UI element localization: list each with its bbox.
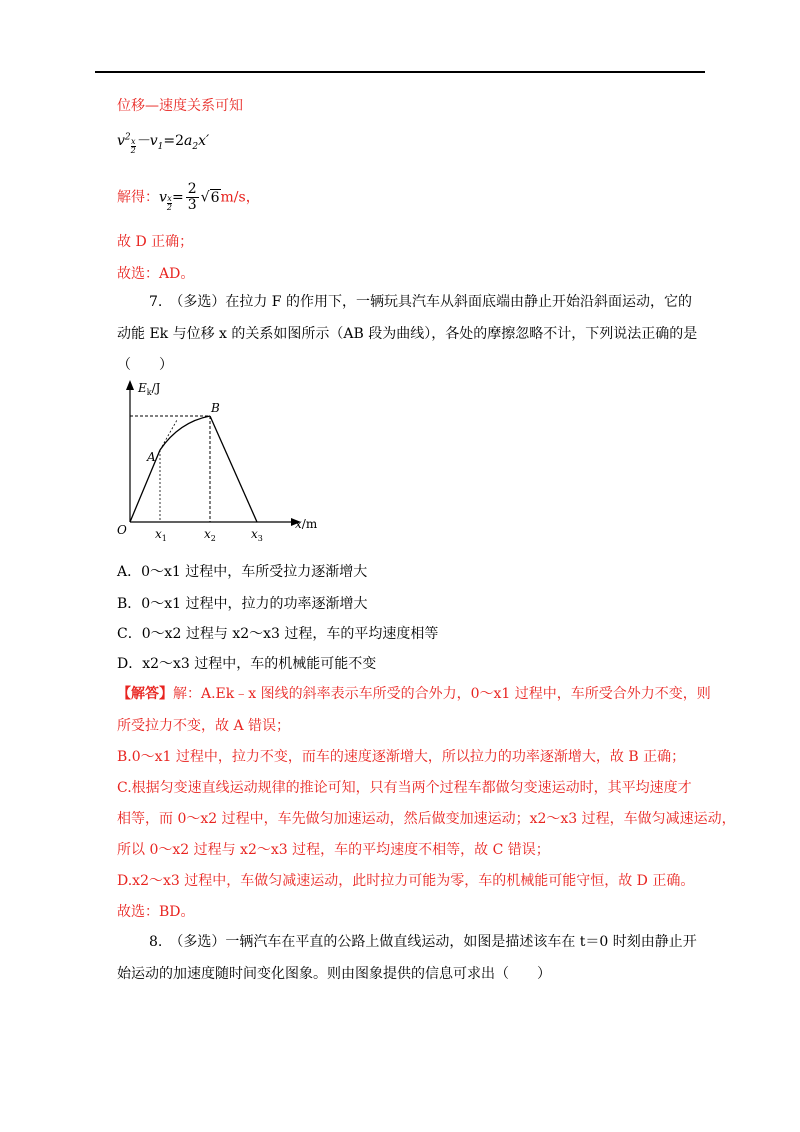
tick-label-x1: $x_1$ [155,527,167,543]
solution-line: 解得：v $\frac{x}{2}$ = $\frac{2}{3}$ √6m/s， [117,181,260,213]
q8-line1: 8. （多选）一辆汽车在平直的公路上做直线运动，如图是描述该车在 t＝0 时刻由静止开 [149,934,697,950]
y-axis-arrow [126,380,134,390]
tick-label-x3: $x_3$ [251,527,263,543]
option-d: D．x2～x3 过程中，车的机械能可能不变 [117,656,377,672]
explanation-tag: 【解答】 [117,686,173,702]
option-b: B．0～x1 过程中，拉力的功率逐渐增大 [117,596,368,612]
label-origin: O [117,523,127,537]
explanation-line2: 所受拉力不变，故 A 错误； [117,718,291,734]
curve-ab [160,416,210,450]
subscript-x-over-2: $\frac{x}{2}$ [130,137,136,155]
explanation-line5: 相等，而 0～x2 过程中，车先做匀加速运动，然后做变加速运动；x2～x3 过程，车做匀减速运动， [117,811,736,827]
answer-prev: 故选：AD。 [117,266,195,282]
q7-line1: 7. （多选）在拉力 F 的作用下，一辆玩具汽车从斜面底端由静止开始沿斜面运动，它的 [149,294,692,310]
ek-x-graph [105,378,335,548]
q7-line2: 动能 Ek 与位移 x 的关系如图所示（AB 段为曲线），各处的摩擦忽略不计，下列说法正确的是 [117,326,698,342]
explanation-line1: 【解答】解：A.Ek﹣x 图线的斜率表示车所受的合外力，0～x1 过程中，车所受合外力不变，则 [117,686,711,702]
label-point-b: B [211,401,220,415]
label-point-a: A [147,450,156,464]
q7-line3: （ ） [117,357,173,373]
explanation-line4: C.根据匀变速直线运动规律的推论可知，只有当两个过程车都做匀变速运动时，其平均速度才 [117,780,692,796]
explanation-line7: D.x2～x3 过程中，车做匀减速运动，此时拉力可能为零，车的机械能可能守恒，故 D 正确。 [117,873,695,889]
segment-bx3 [210,416,257,522]
explanation-line3: B.0～x1 过程中，拉力不变，而车的速度逐渐增大，所以拉力的功率逐渐增大，故 B 正确； [117,749,686,765]
label-ek-axis: $E_k/J$ [138,381,161,397]
header-rule [95,71,705,73]
intro-label: 位移—速度关系可知 [117,98,243,114]
q8-line2: 始运动的加速度随时间变化图象。则由图象提供的信息可求出（ ） [117,966,551,982]
conclude-d: 故 D 正确； [117,234,194,250]
explanation-line6: 所以 0～x2 过程与 x2～x3 过程，车的平均速度不相等，故 C 错误； [117,842,550,858]
option-c: C．0～x2 过程与 x2～x3 过程，车的平均速度相等 [117,626,439,642]
tangent-dash-a [160,420,177,450]
tick-label-x2: $x_2$ [204,527,216,543]
label-x-axis: x/m [295,517,318,531]
explanation-answer: 故选：BD。 [117,904,195,920]
sqrt-six: √6 [200,189,220,206]
fraction-two-thirds: $\frac{2}{3}$ [187,181,197,213]
option-a: A．0～x1 过程中，车所受拉力逐渐增大 [117,564,368,580]
equation-velocity-displacement: $v^2$ $\frac{x}{2}$ $-v_1=2a_2x'$ [117,132,210,155]
